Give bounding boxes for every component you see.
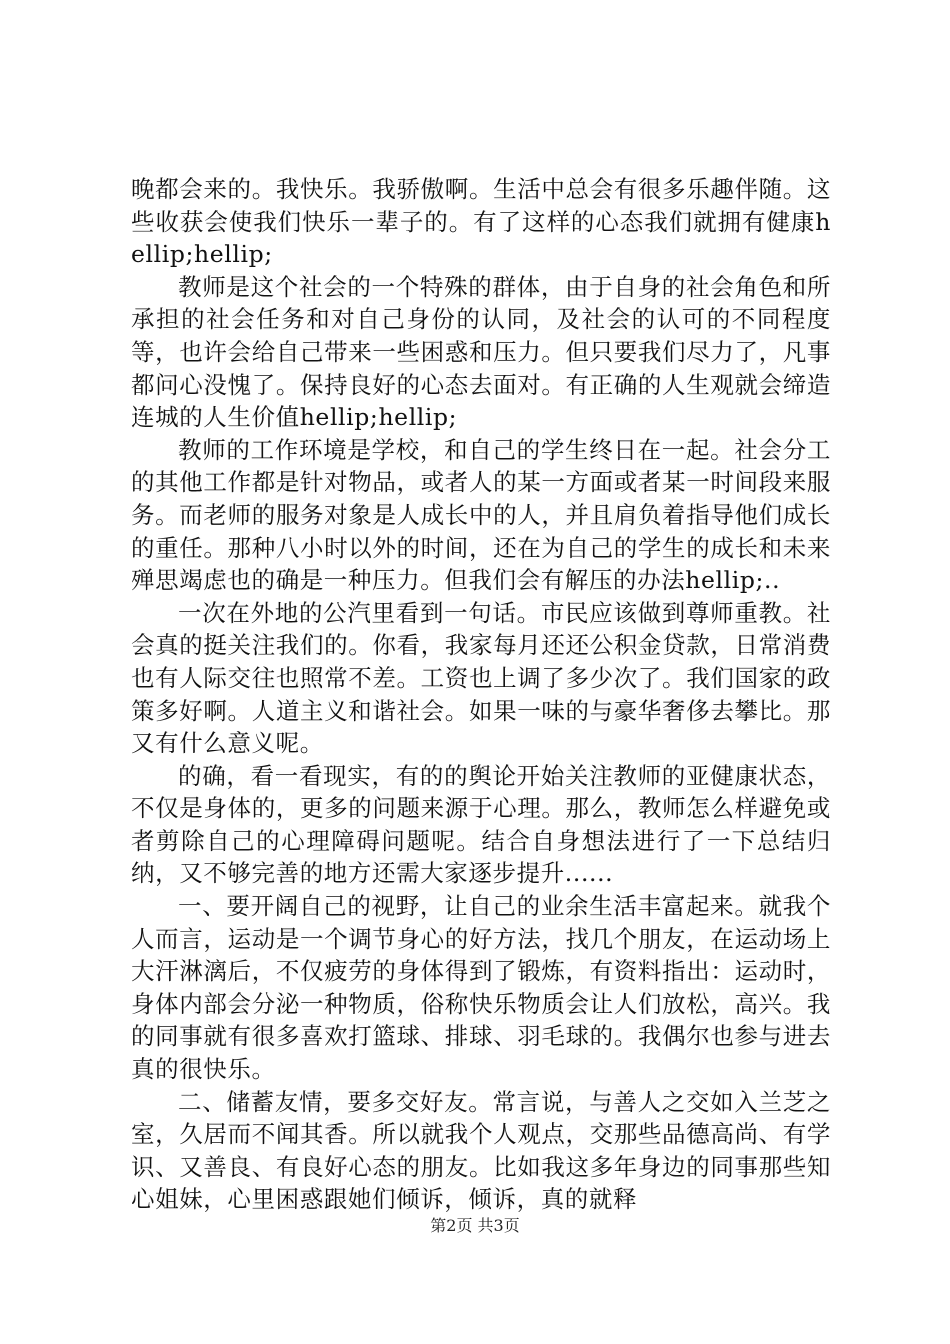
- document-body: [131, 173, 831, 1216]
- paragraph-reality: 的确，看一看现实，有的的舆论开始关注教师的亚健康状态，不仅是身体的，更多的问题来源于心理。那么，教师怎么样避免或者剪除自己的心理障碍问题呢。结合自身想法进行了一下总结归纳，又不够完善的地方还需大家逐步提升......: [131, 761, 831, 888]
- paragraph-point-one: 一、要开阔自己的视野，让自己的业余生活丰富起来。就我个人而言，运动是一个调节身心的好方法，找几个朋友，在运动场上大汗淋漓后，不仅疲劳的身体得到了锻炼，有资料指出：运动时，身体内部会分泌一种物质，俗称快乐物质会让人们放松，高兴。我的同事就有很多喜欢打篮球、排球、羽毛球的。我偶尔也参与进去真的很快乐。: [131, 892, 831, 1084]
- paragraph-point-two: 二、储蓄友情，要多交好友。常言说，与善人之交如入兰芝之室，久居而不闻其香。所以就我个人观点，交那些品德高尚、有学识、又善良、有良好心态的朋友。比如我这多年身边的同事那些知心姐妹，心里困惑跟她们倾诉，倾诉，真的就释: [131, 1087, 831, 1214]
- paragraph-teacher-group: 教师是这个社会的一个特殊的群体，由于自身的社会角色和所承担的社会任务和对自己身份的认同，及社会的认可的不同程度等，也许会给自己带来一些困惑和压力。但只要我们尽力了，凡事都问心没愧了。保持良好的心态去面对。有正确的人生观就会缔造连城的人生价值hellip;hellip;: [131, 272, 831, 432]
- paragraph-continued: 晚都会来的。我快乐。我骄傲啊。生活中总会有很多乐趣伴随。这些收获会使我们快乐一辈子的。有了这样的心态我们就拥有健康hellip;hellip;: [131, 175, 831, 269]
- paragraph-work-environment: 教师的工作环境是学校，和自己的学生终日在一起。社会分工的其他工作都是针对物品，或者人的某一方面或者某一时间段来服务。而老师的服务对象是人成长中的人，并且肩负着指导他们成长的重任。那种八小时以外的时间，还在为自己的学生的成长和未来殚思竭虑也的确是一种压力。但我们会有解压的办法hellip;..: [131, 435, 831, 595]
- page-footer: 第2页 共3页: [430, 1216, 520, 1235]
- paragraph-bus-slogan: 一次在外地的公汽里看到一句话。市民应该做到尊师重教。社会真的挺关注我们的。你看，我家每月还还公积金贷款，日常消费也有人际交往也照常不差。工资也上调了多少次了。我们国家的政策多好啊。人道主义和谐社会。如果一味的与豪华奢侈去攀比。那又有什么意义呢。: [131, 598, 831, 758]
